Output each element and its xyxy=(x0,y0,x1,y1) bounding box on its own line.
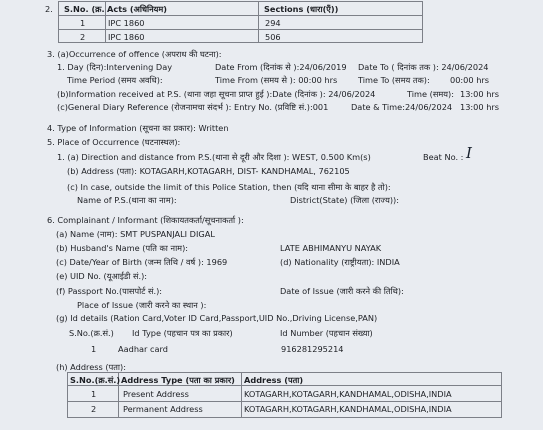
acts-row-section: 294 xyxy=(265,18,281,28)
outside-limit-note: (c) In case, outside the limit of this Police Station, then (यदि थाना सीमा के बाहर है तो): xyxy=(67,182,391,192)
address-header-address: Address (पता) xyxy=(244,375,304,385)
time-to-label: Time To (समय तक): xyxy=(358,75,430,85)
acts-row-act: IPC 1860 xyxy=(108,18,145,28)
info-received: (b)Information received at P.S. (थाना जहा सूचना प्राप्त हुई ):Date (दिनांक ): 24/06/2024 xyxy=(57,89,376,99)
complainant-heading: 6. Complainant / Informant (शिकायतकर्ता/सूचनाकर्ता ): xyxy=(47,215,244,225)
address-heading: (h) Address (पता): xyxy=(56,362,126,372)
ps-name-label: Name of P.S.(थाना का नाम): xyxy=(77,195,177,205)
beat-number-label: Beat No. : xyxy=(423,152,464,162)
general-diary-reference: (c)General Diary Reference (रोजनामचा संदर्भ ): Entry No. (प्रविष्टि सं.):001 xyxy=(57,102,329,112)
acts-header-sno: S.No. (क्र. xyxy=(64,4,105,14)
address-col-divider xyxy=(241,372,242,418)
address-header-divider xyxy=(67,385,502,386)
address-row-address: KOTAGARH,KOTAGARH,KANDHAMAL,ODISHA,INDIA xyxy=(244,404,452,414)
acts-col-divider xyxy=(258,1,259,43)
info-received-time-label: Time (समय): xyxy=(407,89,454,99)
id-row-number: 916281295214 xyxy=(281,344,344,354)
time-to-value: 00:00 hrs xyxy=(450,75,490,85)
acts-header-divider xyxy=(58,15,423,16)
place-heading: 5. Place of Occurrence (घटनास्थल): xyxy=(47,137,181,147)
address-row-type: Permanent Address xyxy=(123,404,203,414)
time-from: Time From (समय से ): 00:00 hrs xyxy=(215,75,338,85)
id-header-sno: S.No.(क्र.सं.) xyxy=(69,328,114,338)
place-address: (b) Address (पता): KOTAGARH,KOTAGARH, DIST- KANDHAMAL, 762105 xyxy=(67,166,350,176)
acts-row-sno: 2 xyxy=(80,32,86,42)
acts-row-sno: 1 xyxy=(80,18,86,28)
acts-col-divider xyxy=(105,1,106,43)
time-period-label: Time Period (समय अवधि): xyxy=(67,75,163,85)
address-row-sno: 1 xyxy=(91,389,97,399)
nationality: (d) Nationality (राष्ट्रीयता): INDIA xyxy=(280,257,400,267)
uid-number: (e) UID No. (यूआईडी सं.): xyxy=(56,271,148,281)
id-details-label: (g) Id details (Ration Card,Voter ID Card,Passport,UID No.,Driving License,PAN) xyxy=(56,313,378,323)
occurrence-heading: 3. (a)Occurrence of offence (अपराध की घटना): xyxy=(47,49,222,59)
occurrence-day: 1. Day (दिन):Intervening Day xyxy=(57,62,173,72)
acts-header-acts: Acts (अधिनियम) xyxy=(107,4,168,14)
occurrence-date-from: Date From (दिनांक से ):24/06/2019 xyxy=(215,62,347,72)
general-diary-datetime: Date & Time:24/06/2024 xyxy=(351,102,453,112)
address-row-type: Present Address xyxy=(123,389,189,399)
complainant-name: (a) Name (नाम): SMT PUSPANJALI DIGAL xyxy=(56,229,215,239)
id-row-sno: 1 xyxy=(91,344,97,354)
direction-distance: 1. (a) Direction and distance from P.S.(थाना से दूरी और दिशा ): WEST, 0.500 Km(s) xyxy=(57,152,371,162)
date-of-birth: (c) Date/Year of Birth (जन्म तिथि / वर्ष ): 1969 xyxy=(56,257,228,267)
date-of-issue: Date of Issue (जारी करने की तिथि): xyxy=(280,286,404,296)
husband-name-value: LATE ABHIMANYU NAYAK xyxy=(280,243,382,253)
info-received-time-value: 13:00 hrs xyxy=(460,89,500,99)
id-header-type: Id Type (पहचान पत्र का प्रकार) xyxy=(132,328,233,338)
acts-row-act: IPC 1860 xyxy=(108,32,145,42)
address-header-type: Address Type (पता का प्रकार) xyxy=(121,375,235,385)
general-diary-time: 13:00 hrs xyxy=(460,102,500,112)
address-row-address: KOTAGARH,KOTAGARH,KANDHAMAL,ODISHA,INDIA xyxy=(244,389,452,399)
id-header-number: Id Number (पहचान संख्या) xyxy=(280,328,373,338)
acts-row-divider xyxy=(58,29,423,30)
item-number: 2. xyxy=(45,4,53,14)
address-row-sno: 2 xyxy=(91,404,97,414)
district-label: District(State) (जिला (राज्य)): xyxy=(290,195,399,205)
occurrence-date-to: Date To ( दिनांक तक ): 24/06/2024 xyxy=(358,62,489,72)
id-row-type: Aadhar card xyxy=(118,344,168,354)
husband-name-label: (b) Husband's Name (पति का नाम): xyxy=(56,243,189,253)
place-of-issue: Place of Issue (जारी करने का स्थान ): xyxy=(77,300,207,310)
address-row-divider xyxy=(67,401,502,402)
address-header-sno: S.No.(क्र.सं.) xyxy=(70,375,121,385)
acts-header-sections: Sections (धारा(एँ)) xyxy=(264,4,339,14)
acts-row-section: 506 xyxy=(265,32,281,42)
information-type: 4. Type of Information (सूचना का प्रकार): Written xyxy=(47,123,229,133)
beat-number-handwritten: I xyxy=(466,144,472,162)
passport-number: (f) Passport No.(पासपोर्ट सं.): xyxy=(56,286,163,296)
